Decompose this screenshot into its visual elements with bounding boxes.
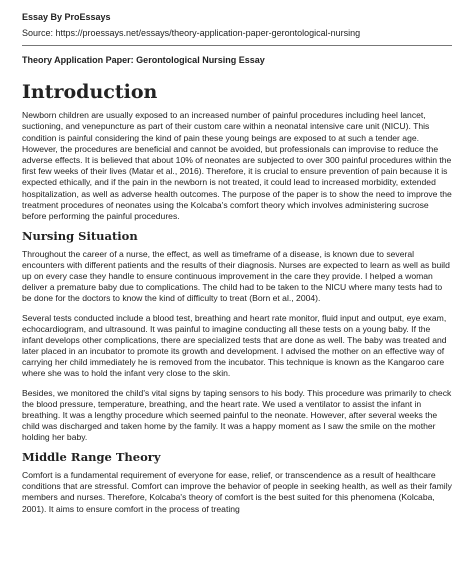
document-header xyxy=(22,0,452,66)
header-divider xyxy=(22,45,452,46)
document-title: Theory Application Paper: Gerontological Nursing Essay xyxy=(22,55,265,66)
section-heading-introduction: Introduction xyxy=(22,81,158,104)
author-line: Essay By ProEssays xyxy=(22,12,111,22)
paragraph-nursing-1: Throughout the career of a nurse, the effect, as well as timeframe of a disease, is known due to several encounters with different patients and the results of their diagnosis. Nurses are expected to learn as well as build up on every case they handle to ensure continuous improvement in the care they provide. I helped a woman deliver a premature baby due to complications. The child had to be taken to the NICU where many tests had to be done for the doctors to know the kind of difficulty to treat (Born et al., 2004). xyxy=(22,248,450,304)
paragraph-theory-1: Comfort is a fundamental requirement of everyone for ease, relief, or transcendence as a result of healthcare conditions that are stressful. Comfort can improve the behavior of people in seeking health, as well as their family members and nurses. Therefore, Kolcaba's theory of comfort is the best suited for this phenomena (Kolcaba, 2001). It aims to ensure comfort in the process of treating xyxy=(22,470,452,514)
paragraph-introduction: Newborn children are usually exposed to an increased number of painful procedures including heel lancet, suctioning, and venepuncture as part of their custom care within a neonatal intensive care unit (NICU). This condition is painful considering the kind of pain these young beings are exposed to at such a tender age. However, the procedures are beneficial and cannot be avoided, but professionals can improvise to reduce the adverse effects. It is believed that about 10% of neonates are subjected to over 300 painful procedures within the first few weeks of their lives (Matar et al., 2016). Therefore, it is crucial to ensure prevention of pain because it is expected ethically, and if the pain in the newborn is not treated, it could lead to increased morbidity, extended hospitalization, as well as adverse health outcomes. The purpose of the paper is to show the need to improve the treatment procedures of neonates using the Kolcaba's comfort theory which involves administering sucrose before performing the painful procedures. xyxy=(22,110,452,221)
paragraph-nursing-3: Besides, we monitored the child's vital signs by taping sensors to his body. This procedure was primarily to check the blood pressure, temperature, breathing, and the heart rate. We used a ventilator to assist the infant in breathing. It was a lengthy procedure which seemed painful to the neonate. However, after several weeks the child was discharged and taken home by the family. It was a happy moment as I saw the smile on the mother holding her baby. xyxy=(22,387,452,443)
paragraph-nursing-2: Several tests conducted include a blood test, breathing and heart rate monitor, fluid input and output, eye exam, echocardiogram, and ultrasound. It was painful to imagine conducting all these tests on a young baby. If the infant develops other complications, there are specialized tests that are done as well. The baby was treated and later placed in an incubator to promote its growth and development. I advised the mother on an effective way of carrying her child immediately he is removed from the incubator. This technique is known as the Kangaroo care where she was to hold the infant very close to the skin. xyxy=(22,312,447,379)
section-heading-nursing-situation: Nursing Situation xyxy=(22,229,138,244)
section-heading-middle-range-theory: Middle Range Theory xyxy=(22,450,161,465)
source-line: Source: https://proessays.net/essays/theory-application-paper-gerontological-nursing xyxy=(22,28,361,39)
